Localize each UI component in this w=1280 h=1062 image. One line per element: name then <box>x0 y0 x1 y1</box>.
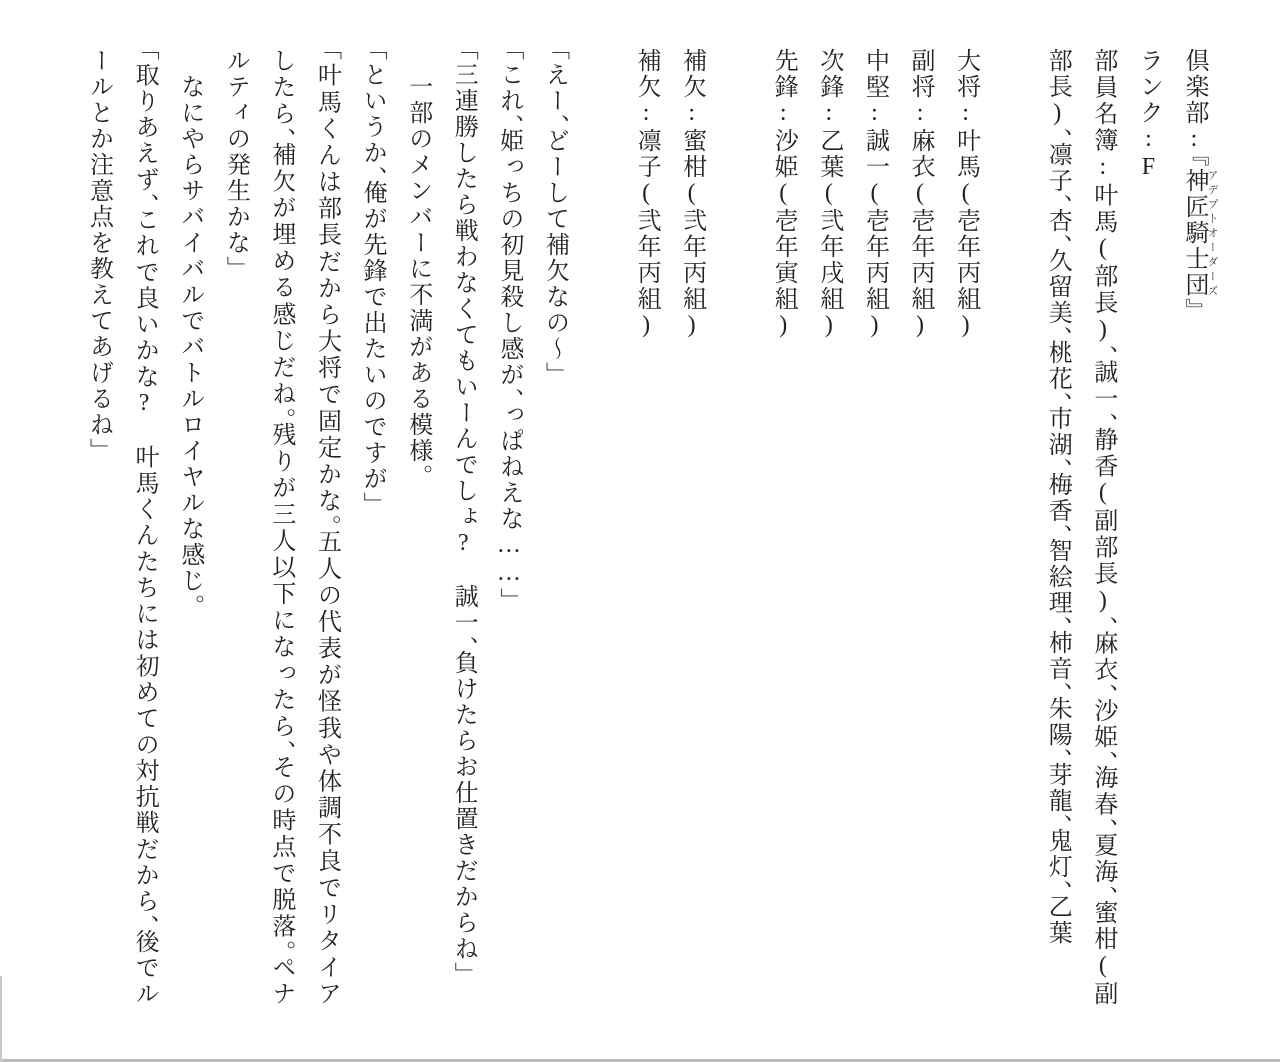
line-quote-ee: 「えー、どーして補欠なの〜」 <box>541 48 568 376</box>
line-position-senpo: 先鋒:沙姫(壱年寅組) <box>770 48 797 340</box>
club-label: 倶楽部:『 <box>1181 48 1207 168</box>
line-position-taisho: 大将:叶馬(壱年丙組) <box>952 48 979 340</box>
page-left-edge-tick <box>0 976 2 1062</box>
novel-text-flow <box>55 0 1280 1059</box>
line-position-fukusho: 副将:麻衣(壱年丙組) <box>907 48 934 340</box>
line-quote-toriaezu: 「取りあえず、これで良いかな? 叶馬くんたちには初めての対抗戦だから、後でルールとか注意点を教えてあげるね」 <box>85 48 158 1007</box>
line-quote-toma: 「叶馬くんは部長だから大将で固定かな。五人の代表が怪我や体調不良でリタイアしたら、補欠が埋める感じだね。残りが三人以下になったら、その時点で脱落。ペナルティの発生かな」 <box>222 48 340 1007</box>
line-sub-rinko: 補欠:凛子(弐年丙組) <box>633 48 660 340</box>
line-club-name <box>1170 48 1218 1007</box>
line-sub-mikan: 補欠:蜜柑(弐年丙組) <box>678 48 705 340</box>
club-name-ruby <box>1181 168 1218 298</box>
line-quote-sanrensho: 「三連勝したら戦わなくてもいーんでしょ? 誠一、負けたらお仕置きだからね」 <box>450 48 477 976</box>
line-position-chuken: 中堅:誠一(壱年丙組) <box>861 48 888 340</box>
club-name-base: 神匠騎士団 <box>1181 168 1207 298</box>
line-narration-naniyara: なにやらサバイバルでバトルロイヤルな感じ。 <box>176 48 203 608</box>
line-position-jiho: 次鋒:乙葉(弐年戌組) <box>815 48 842 340</box>
line-rank: ランク:F <box>1135 48 1162 182</box>
line-quote-toiuka: 「というか、俺が先鋒で出たいのですが」 <box>359 48 386 506</box>
line-roster: 部員名簿:叶馬(部長)、誠一、静香(副部長)、麻衣、沙姫、海春、夏海、蜜柑(副部長)、凛子、杏、久留美、桃花、市湖、梅香、智絵理、柿音、朱陽、芽龍、鬼灯、乙葉 <box>1044 48 1116 1007</box>
club-name-close-quote: 』 <box>1181 298 1207 312</box>
club-name-furigana: アデプトオーダーズ <box>1206 168 1218 298</box>
line-quote-kore: 「これ、姫っちの初見殺し感が、っぱねえな……」 <box>495 48 522 602</box>
line-narration-ichibu: 一部のメンバーに不満がある模様。 <box>404 48 431 478</box>
